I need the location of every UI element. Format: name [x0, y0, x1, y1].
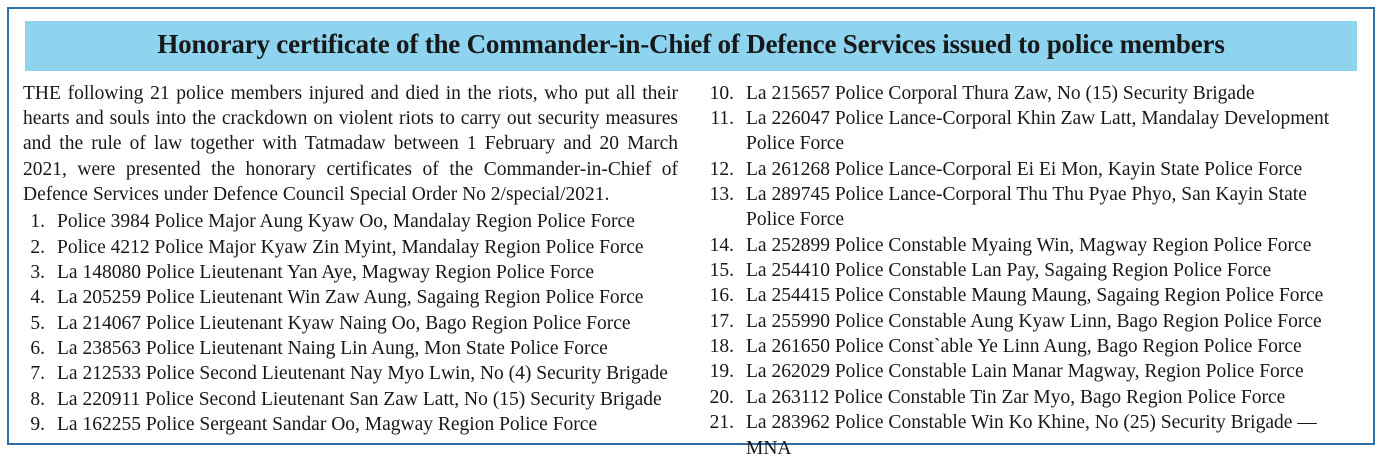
list-item [23, 336, 678, 361]
list-item-text: Police 4212 Police Major Kyaw Zin Myint, Mandalay Region Police Force [57, 236, 644, 258]
list-item [23, 361, 678, 386]
list-item [23, 235, 678, 260]
list-item-text: La 263112 Police Constable Tin Zar Myo, Bago Region Police Force [746, 386, 1286, 408]
list-item-number: 17. [709, 310, 734, 332]
list-item-text: La 212533 Police Second Lieutenant Nay Myo Lwin, No (4) Security Brigade [57, 363, 668, 385]
list-item-number: 13. [709, 184, 734, 206]
list-item [704, 359, 1359, 384]
list-item-text: Police 3984 Police Major Aung Kyaw Oo, Mandalay Region Police Force [57, 211, 635, 233]
left-column [23, 81, 678, 461]
list-item-text: La 220911 Police Second Lieutenant San Zaw Latt, No (15) Security Brigade [57, 388, 662, 410]
list-item-text: La 215657 Police Corporal Thura Zaw, No (15) Security Brigade [746, 82, 1255, 104]
list-item [704, 309, 1359, 334]
list-item-number: 21. [709, 412, 734, 434]
list-item-number: 8. [30, 388, 45, 410]
list-item-text: La 262029 Police Constable Lain Manar Magway, Region Police Force [746, 361, 1304, 383]
list-item-number: 11. [710, 108, 734, 130]
page-title: Honorary certificate of the Commander-in-Chief of Defence Services issued to police members [157, 29, 1225, 59]
list-item [704, 283, 1359, 308]
police-members-list-left [23, 209, 678, 437]
list-item-text: La 255990 Police Constable Aung Kyaw Linn, Bago Region Police Force [746, 310, 1322, 332]
list-item-number: 14. [709, 234, 734, 256]
list-item-text: La 252899 Police Constable Myaing Win, Magway Region Police Force [746, 234, 1312, 256]
list-item-text: La 205259 Police Lieutenant Win Zaw Aung, Sagaing Region Police Force [57, 287, 644, 309]
list-item [704, 81, 1359, 106]
list-item-text: La 214067 Police Lieutenant Kyaw Naing Oo, Bago Region Police Force [57, 312, 631, 334]
list-item-number: 5. [30, 312, 45, 334]
list-item-number: 15. [709, 260, 734, 282]
list-item-number: 7. [30, 363, 45, 385]
list-item-number: 20. [709, 386, 734, 408]
list-item-number: 3. [30, 262, 45, 284]
list-item-number: 18. [709, 336, 734, 358]
list-item-number: 19. [709, 361, 734, 383]
list-item [704, 182, 1359, 233]
list-item [23, 387, 678, 412]
list-item-number: 12. [709, 158, 734, 180]
list-item-text: La 289745 Police Lance-Corporal Thu Thu Pyae Phyo, San Kayin State Police Force [746, 184, 1307, 231]
list-item [704, 233, 1359, 258]
list-item [704, 410, 1359, 461]
article-banner [25, 21, 1357, 71]
list-item-text: La 261650 Police Const`able Ye Linn Aung, Bago Region Police Force [746, 336, 1302, 358]
list-item [704, 258, 1359, 283]
list-item-text: La 238563 Police Lieutenant Naing Lin Aung, Mon State Police Force [57, 338, 608, 360]
lead-paragraph: THE following 21 police members injured and died in the riots, who put all their hearts and souls into the crackdown on violent riots to carry out security measures and the rule of law together with Tatmadaw between 1 February and 20 March 2021, were presented the honorary certificates of the Commander-in-Chief of Defence Services under Defence Council Special Order No 2/special/2021. [23, 82, 678, 206]
list-item [704, 385, 1359, 410]
right-column [704, 81, 1359, 461]
list-item-number: 6. [30, 338, 45, 360]
list-item-text: La 261268 Police Lance-Corporal Ei Ei Mon, Kayin State Police Force [746, 158, 1303, 180]
list-item-text: La 226047 Police Lance-Corporal Khin Zaw Latt, Mandalay Development Police Force [746, 108, 1330, 155]
list-item [704, 334, 1359, 359]
list-item-number: 1. [30, 211, 45, 233]
list-item-text: La 283962 Police Constable Win Ko Khine, No (25) Security Brigade —MNA [746, 412, 1317, 459]
list-item-number: 4. [30, 287, 45, 309]
list-item-text: La 254410 Police Constable Lan Pay, Sagaing Region Police Force [746, 260, 1272, 282]
list-item-text: La 162255 Police Sergeant Sandar Oo, Magway Region Police Force [57, 414, 598, 436]
list-item [704, 157, 1359, 182]
list-item [23, 311, 678, 336]
list-item-text: La 254415 Police Constable Maung Maung, Sagaing Region Police Force [746, 285, 1324, 307]
list-item-text: La 148080 Police Lieutenant Yan Aye, Magway Region Police Force [57, 262, 595, 284]
list-item-number: 10. [709, 82, 734, 104]
list-item-number: 16. [709, 285, 734, 307]
list-item [23, 209, 678, 234]
list-item [23, 412, 678, 437]
bordered-article-frame [7, 7, 1375, 459]
police-members-list-right [704, 81, 1359, 461]
list-item [704, 106, 1359, 157]
list-item [23, 260, 678, 285]
list-item-number: 9. [30, 414, 45, 436]
list-item [23, 285, 678, 310]
article-columns [23, 81, 1359, 461]
list-item-number: 2. [30, 236, 45, 258]
